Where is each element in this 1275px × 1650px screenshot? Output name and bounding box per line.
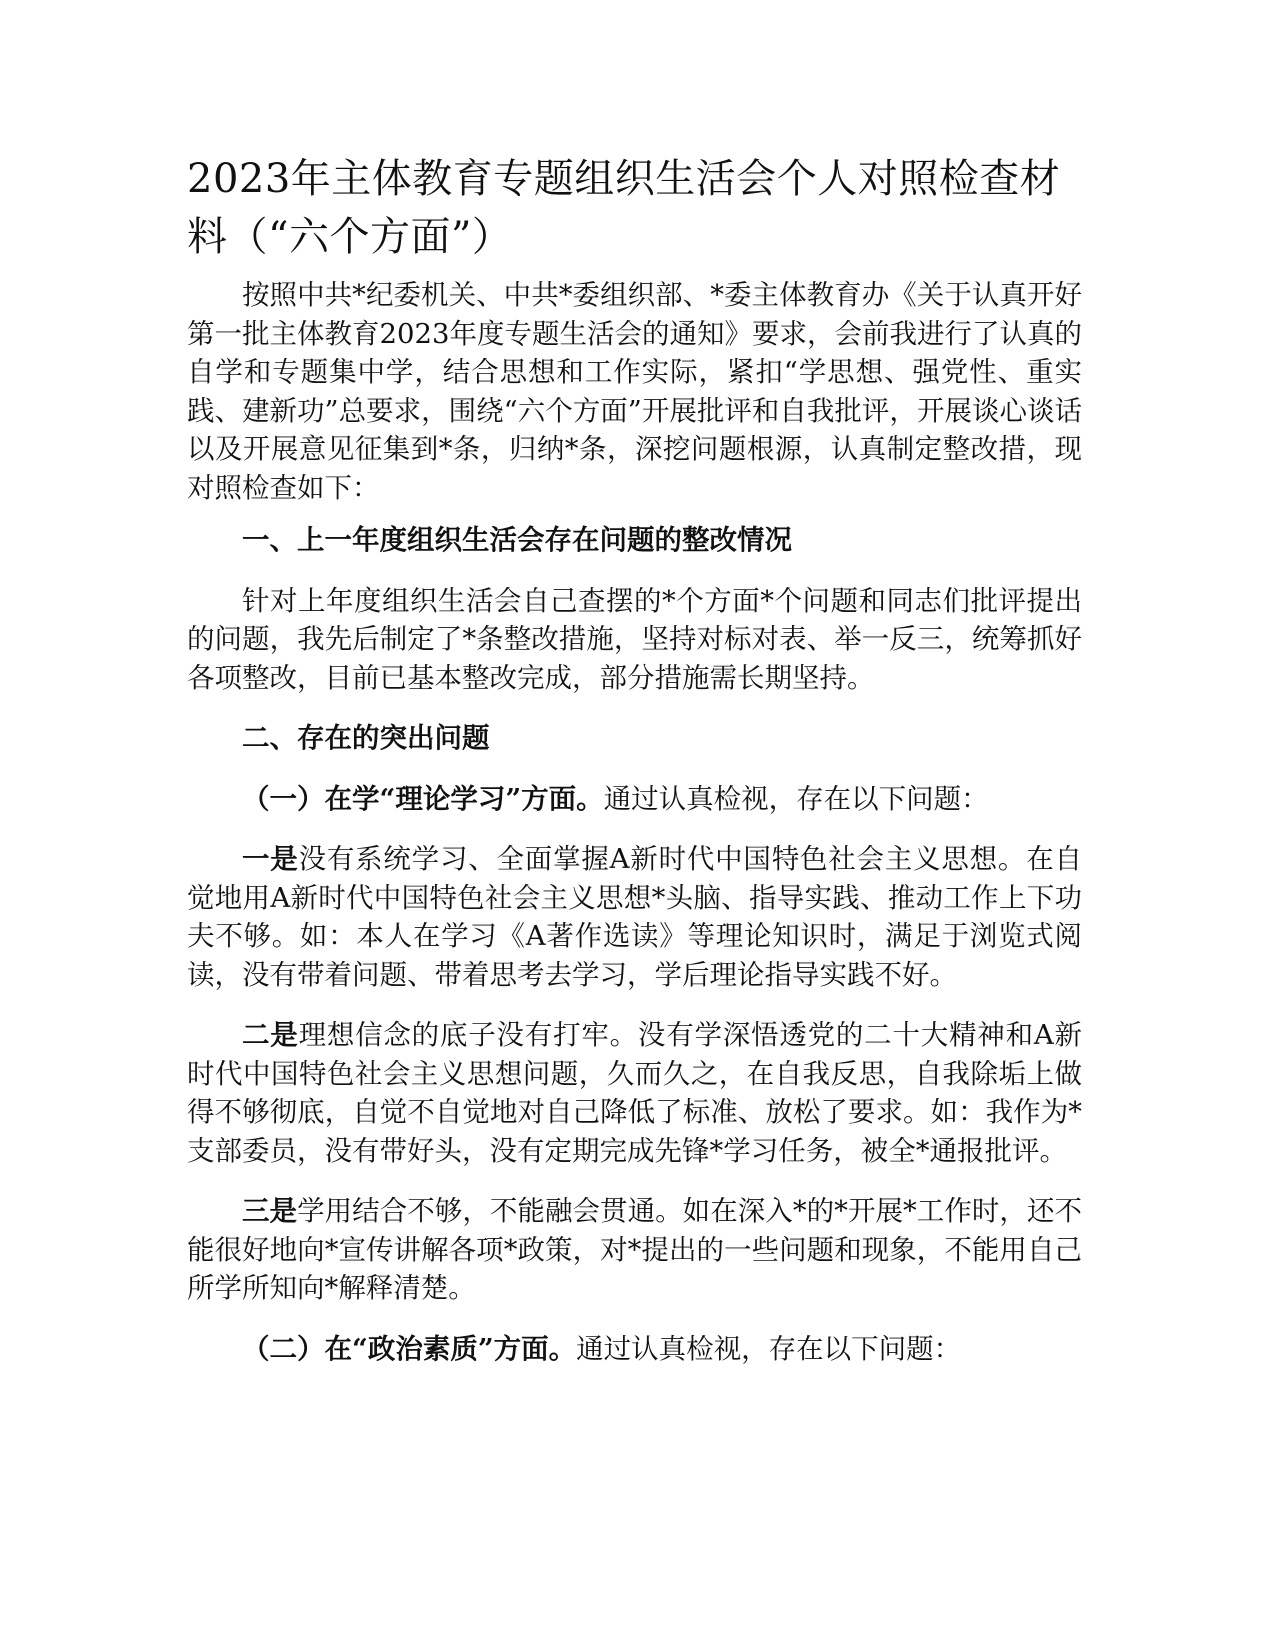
section-2-heading: 二、存在的突出问题 xyxy=(242,722,490,754)
item-2-text: 理想信念的底子没有打牢。没有学深悟透党的二十大精神和A新时代中国特色社会主义思想问题，久而久之，在自我反思，自我除垢上做得不够彻底，自觉不自觉地对自己降低了标准、放松了要求。如：我作为*支部委员，没有带好头，没有定期完成先锋*学习任务，被全*通报批评。 xyxy=(187,1019,1082,1167)
subsection-1-lead: （一）在学“理论学习”方面。 xyxy=(242,782,604,815)
subsection-2-text: 通过认真检视，存在以下问题： xyxy=(576,1332,962,1365)
subsection-2-lead: （二）在“政治素质”方面。 xyxy=(242,1332,577,1365)
section-1-body: 针对上年度组织生活会自己查摆的*个方面*个问题和同志们批评提出的问题，我先后制定了*条整改措施，坚持对标对表、举一反三，统筹抓好各项整改，目前已基本整改完成，部分措施需长期坚持。 xyxy=(187,584,1082,694)
subsection-1-intro xyxy=(187,780,1082,819)
item-3-paragraph xyxy=(187,1192,1082,1308)
item-1-paragraph xyxy=(187,840,1082,994)
document-page xyxy=(187,150,1082,1390)
document-title: 2023年主体教育专题组织生活会个人对照检查材料（“六个方面”） xyxy=(187,156,1061,260)
item-1-text: 没有系统学习、全面掌握A新时代中国特色社会主义思想。在自觉地用A新时代中国特色社会主义思想*头脑、指导实践、推动工作上下功夫不够。如：本人在学习《A著作选读》等理论知识时，满足于浏览式阅读，没有带着问题、带着思考去学习，学后理论指导实践不好。 xyxy=(187,843,1082,991)
section-1-heading: 一、上一年度组织生活会存在问题的整改情况 xyxy=(242,524,792,556)
intro-paragraph: 按照中共*纪委机关、中共*委组织部、*委主体教育办《关于认真开好第一批主体教育2023年度专题生活会的通知》要求，会前我进行了认真的自学和专题集中学，结合思想和工作实际，紧扣“学思想、强党性、重实践、建新功”总要求，围绕“六个方面”开展批评和自我批评，开展谈心谈话以及开展意见征集到*条，归纳*条，深挖问题根源，认真制定整改措，现对照检查如下： xyxy=(187,279,1082,504)
subsection-1-text: 通过认真检视，存在以下问题： xyxy=(603,782,989,815)
item-2-paragraph xyxy=(187,1016,1082,1170)
item-1-lead: 一是 xyxy=(242,843,299,875)
item-3-text: 学用结合不够，不能融会贯通。如在深入*的*开展*工作时，还不能很好地向*宣传讲解各项*政策，对*提出的一些问题和现象，不能用自己所学所知向*解释清楚。 xyxy=(187,1195,1083,1304)
subsection-2-intro xyxy=(187,1330,1082,1369)
item-2-lead: 二是 xyxy=(242,1019,299,1051)
item-3-lead: 三是 xyxy=(242,1195,298,1227)
